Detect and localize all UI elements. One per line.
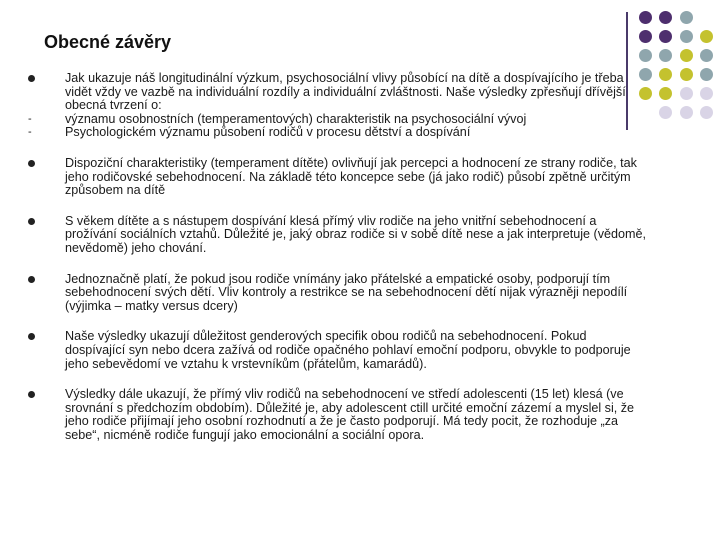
decorative-dot [680,49,693,62]
decorative-dot [659,87,672,100]
list-item [28,157,650,198]
decorative-dot [680,30,693,43]
decorative-dot [659,11,672,24]
decorative-dot [659,106,672,119]
slide-content [28,72,650,442]
bullet-marker [28,276,35,283]
bullet-marker [28,75,35,82]
decorative-dot [700,106,713,119]
list-item [28,330,650,371]
decorative-dot [680,11,693,24]
intro-group [28,72,650,140]
intro-text: Jak ukazuje náš longitudinální výzkum, psychosociální vlivy působící na dítě a dospívajícího je třeba vidět vždy ve vazbě na individuální rozdíly a individuální zvláštnosti. Naše výsledky zpřesňují dřívější obecná tvrzení o: [65,71,626,113]
list-item-text: Jednoznačně platí, že pokud jsou rodiče vnímány jako přátelské a empatické osoby, podporují tím sebehodnocení svých dětí. Vliv kontroly a restrikce se na sebehodnocení dětí nijak výrazněji nepodílí (výjimka – matky versus dcery) [65,271,628,313]
decorative-dot [700,49,713,62]
list-item [28,388,650,442]
sub-item-text: významu osobnostních (temperamentových) charakteristik na psychosociální vývoj [65,111,527,126]
bullet-marker [28,218,35,225]
page-title: Obecné závěry [44,32,172,52]
decorative-dot [680,68,693,81]
dash-marker: - [28,112,32,125]
list-item-text: S věkem dítěte a s nástupem dospívání klesá přímý vliv rodiče na jeho vnitřní sebehodnocení a prožívání sociálních vztahů. Důležité je, jaký obraz rodiče si v sobě dítě nese a jak interpretuje (vědomě, nevědomě) jeho chování. [65,213,647,255]
dash-marker: - [28,126,32,139]
decorative-dot [639,49,652,62]
decorative-dot [639,30,652,43]
decorative-dot [700,68,713,81]
decorative-dot [639,11,652,24]
list-item [28,273,650,314]
list-item [28,215,650,256]
bullet-marker [28,391,35,398]
decorative-dot [700,30,713,43]
bullet-marker [28,160,35,167]
list-item [28,72,650,113]
bullet-marker [28,333,35,340]
decorative-dot [680,106,693,119]
decorative-dot [659,49,672,62]
decorative-dot [680,87,693,100]
decorative-dot [659,68,672,81]
decorative-dot [700,87,713,100]
list-item-text: Naše výsledky ukazují důležitost genderových specifik obou rodičů na sebehodnocení. Pokud dospívající syn nebo dcera zažívá od rodiče opačného pohlaví emoční podporu, obvykle to podporuje jeho sebevědomí ve vztahu k vrstevníkům (přátelům, kamarádů). [65,329,631,371]
sub-item-text: Psychologickém významu působení rodičů v procesu dětství a dospívání [65,125,471,140]
list-item-text: Výsledky dále ukazují, že přímý vliv rodičů na sebehodnocení ve středí adolescenti (15 let) klesá (ve srovnání s předchozím obdobím). Důležité je, aby adolescent ctill určité emoční zázemí a myslel si, že jeho rodiče přijímají jeho osobní rozhodnutí a že je často podporují. Má tedy pocit, že rozhoduje „za sebe“, nicméně rodiče fungují jako emocionální a sociální opora. [65,387,635,442]
sub-item [28,113,650,127]
sub-item [28,126,650,140]
decorative-dot [659,30,672,43]
list-item-text: Dispoziční charakteristiky (temperament dítěte) ovlivňují jak percepci a hodnocení ze strany rodiče, tak jeho rodičovské sebehodnocení. Na základě této koncepce sebe (já jako rodič) působí zpětně určitým způsobem na dítě [65,155,637,198]
